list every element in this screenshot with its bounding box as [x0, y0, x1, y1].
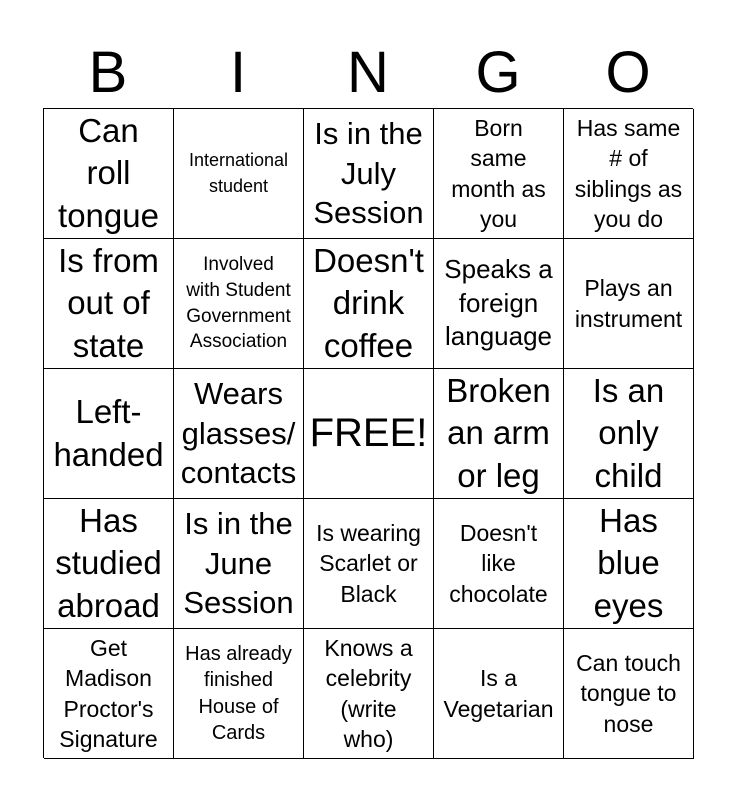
bingo-board: [43, 108, 693, 758]
header-letter-g: G: [475, 40, 521, 105]
bingo-cell[interactable]: Can touch tongue to nose: [564, 629, 694, 759]
bingo-cell[interactable]: Is from out of state: [44, 239, 174, 369]
bingo-cell[interactable]: Doesn't like chocolate: [434, 499, 564, 629]
header-letter-o: O: [605, 40, 651, 105]
bingo-cell[interactable]: Broken an arm or leg: [434, 369, 564, 499]
bingo-cell[interactable]: Is an only child: [564, 369, 694, 499]
header-letter-i: I: [229, 40, 247, 105]
header-letter-b: B: [88, 40, 128, 105]
bingo-cell[interactable]: Is wearing Scarlet or Black: [304, 499, 434, 629]
bingo-cell[interactable]: Get Madison Proctor's Signature: [44, 629, 174, 759]
bingo-cell[interactable]: Can roll tongue: [44, 109, 174, 239]
bingo-header: [43, 40, 693, 106]
bingo-cell[interactable]: Knows a celebrity (write who): [304, 629, 434, 759]
bingo-cell[interactable]: Has same # of siblings as you do: [564, 109, 694, 239]
bingo-cell[interactable]: Has blue eyes: [564, 499, 694, 629]
free-space-cell[interactable]: FREE!: [304, 369, 434, 499]
bingo-cell[interactable]: Is a Vegetarian: [434, 629, 564, 759]
bingo-cell[interactable]: Involved with Student Government Association: [174, 239, 304, 369]
bingo-cell[interactable]: Doesn't drink coffee: [304, 239, 434, 369]
bingo-cell[interactable]: Is in the July Session: [304, 109, 434, 239]
bingo-cell[interactable]: Wears glasses/ contacts: [174, 369, 304, 499]
bingo-cell[interactable]: Speaks a foreign language: [434, 239, 564, 369]
bingo-cell[interactable]: Born same month as you: [434, 109, 564, 239]
bingo-cell[interactable]: Has studied abroad: [44, 499, 174, 629]
bingo-cell[interactable]: Has already finished House of Cards: [174, 629, 304, 759]
bingo-cell[interactable]: Is in the June Session: [174, 499, 304, 629]
header-letter-n: N: [347, 40, 389, 105]
bingo-cell[interactable]: Plays an instrument: [564, 239, 694, 369]
bingo-cell[interactable]: Left- handed: [44, 369, 174, 499]
bingo-cell[interactable]: International student: [174, 109, 304, 239]
